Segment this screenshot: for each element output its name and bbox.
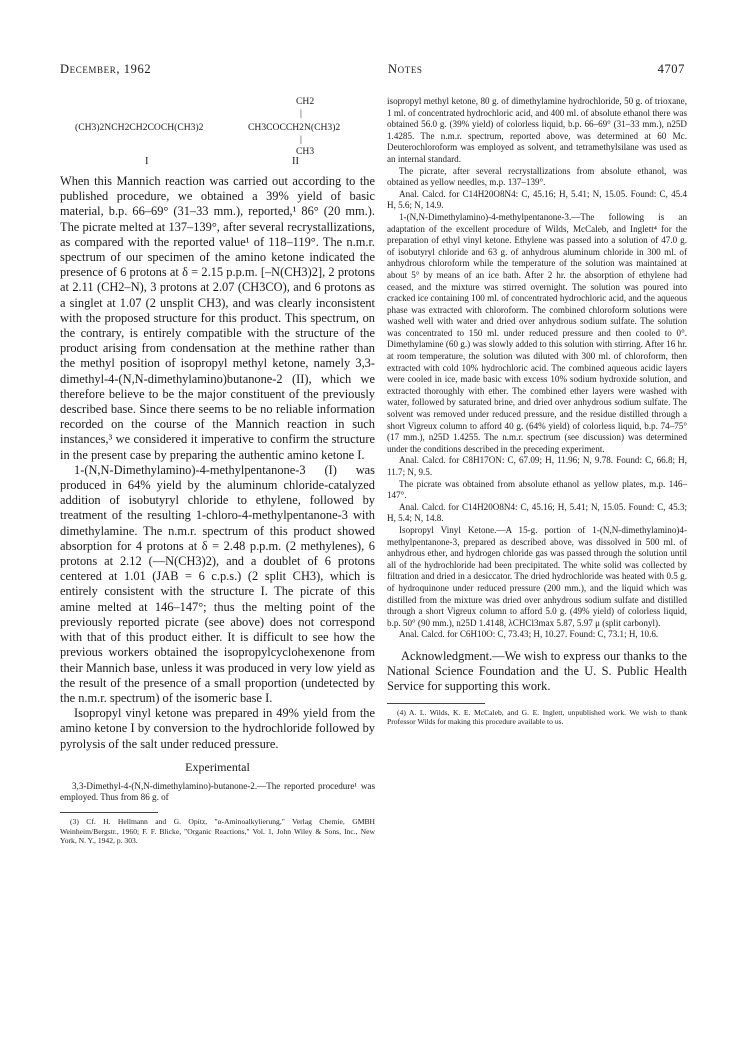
bond-down: | (300, 134, 302, 145)
formula-II-main: CH3COCCH2N(CH3)2 (248, 122, 341, 133)
bond-up: | (300, 108, 302, 119)
analysis-3: Anal. Calcd. for C14H20O8N4: C, 45.16; H, 5.41; N, 15.05. Found: C, 45.3; H, 5.4; N, 14.8. (387, 501, 687, 524)
analysis-4: Anal. Calcd. for C6H10O: C, 73.43; H, 10.27. Found: C, 73.1; H, 10.6. (399, 629, 659, 640)
footnote-4: (4) A. L. Wilds, K. E. McCaleb, and G. E. Inglett, unpublished work. We wish to thank Professor Wilds for making this procedure available to us. (387, 707, 687, 727)
footnote-3: (3) Cf. H. Hellmann and G. Opitz, "α-Aminoalkylierung," Verlag Chemie, GMBH Weinheim/Bergstr., 1960; F. F. Blicke, "Organic Reactions," Vol. 1, John Wiley & Sons, Inc., New York, N. Y., 1942, p. 303. (60, 816, 375, 846)
paragraph-picrate-2: The picrate was obtained from absolute ethanol as yellow plates, m.p. 146–147°. (387, 478, 687, 501)
paragraph-isopropyl-vinyl-ketone: Isopropyl Vinyl Ketone.—A 15-g. portion of 1-(N,N-dimethylamino)4-methylpentanone-3, prepared as described above, was dissolved in 500 ml. of anhydrous ether, and hydrogen chloride gas was passed through the solution until all of the hydrochloride had been precipitated. The white solid was collected by filtration and dried in a desiccator. The dried hydrochloride was heated with 0.5 g. of hydroquinone under reduced pressure (200 mm.), and the liquid which was distilled from the mixture was dried over anhydrous sodium sulfate and distilled through a short Vigreux column to afford 5.0 g. (49% yield) of colorless liquid, b.p. 50° (90 mm.), n25D 1.4148, λCHCl3max 5.87, 5.97 μ (split carbonyl). (387, 524, 687, 628)
paragraph-picrate-1: The picrate, after several recrystallizations from absolute ethanol, was obtained as yellow needles, m.p. 137–139°. (387, 165, 687, 188)
formula-I: (CH3)2NCH2CH2COCH(CH3)2 (75, 122, 204, 133)
section-heading-experimental: Experimental (185, 759, 250, 774)
left-column (60, 96, 375, 846)
running-header-date: December, 1962 (60, 62, 152, 76)
formula-II-top: CH2 (296, 96, 315, 107)
right-column (387, 96, 687, 727)
paragraph-experimental-1: 3,3-Dimethyl-4-(N,N-dimethylamino)-butanone-2.—The reported procedure¹ was employed. Thus from 86 g. of (60, 780, 375, 803)
footnote-rule-right (387, 703, 485, 704)
paragraph-mannich: When this Mannich reaction was carried out according to the published procedure, we obtained a 39% yield of basic material, b.p. 66–69° (31–33 mm.), reported,¹ 86° (20 mm.). The picrate melted at 137–139°, after several recrystallizations, as compared with the reported value¹ of 118–119°. The n.m.r. spectrum of our specimen of the amino ketone indicated the presence of 6 protons at δ = 2.15 p.p.m. [–N(CH3)2], 2 protons at 2.11 (CH2–N), 3 protons at 2.07 (CH3CO), and 6 protons as a singlet at 1.07 (2 unsplit CH3), and was clearly inconsistent with the proposed structure for this product. This spectrum, on the contrary, is entirely compatible with the structure of the product arising from condensation at the methine rather than the methyl position of isopropyl methyl ketone, namely 3,3-dimethyl-4-(N,N-dimethylamino)butanone-2 (II), which we therefore believe to be the major constituent of the previously described base. Since there seems to be no reliable information recorded on the course of the Mannich reaction in such instances,³ we considered it imperative to confirm the structure in the present case by preparing the authentic amino ketone I. (60, 174, 375, 462)
acknowledgment: Acknowledgment.—We wish to express our thanks to the National Science Foundation and the U. S. Public Health Service for supporting this work. (387, 648, 687, 694)
analysis-1: Anal. Calcd. for C14H20O8N4: C, 45.16; H, 5.41; N, 15.05. Found: C, 45.4 H, 5.6; N, 14.9. (387, 188, 687, 211)
running-header-section: Notes (388, 62, 423, 76)
structural-formulas (60, 96, 375, 174)
paragraph-pentanone: 1-(N,N-Dimethylamino)-4-methylpentanone-3.—The following is an adaptation of the excellent procedure of Wilds, McCaleb, and Inglett⁴ for the preparation of ethyl vinyl ketone. Ethylene was passed into a solution of 47.0 g. of isobutyryl chloride and 63 g. of anhydrous aluminum chloride in 300 ml. of anhydrous chloroform while the temperature of the solution was maintained at about 5° by means of an ice bath. After 2 hr. the absorption of ethylene had ceased, and the mixture was stirred overnight. The solution was poured into cracked ice containing 100 ml. of concentrated hydrochloric acid, and the aqueous phase was extracted with chloroform. The combined chloroform solutions were washed well with water and dried over anhydrous sodium sulfate. The solution was concentrated to 150 ml. under reduced pressure and then cooled to 0°. Dimethylamine (60 g.) was slowly added to this solution with stirring. After 16 hr. at room temperature, the solution was diluted with 300 ml. of chloroform, then extracted with cold 10% hydrochloric acid. The combined aqueous acidic layers were cooled in ice, made basic with excess 10% sodium hydroxide solution, and extracted thoroughly with ether. The combined ether layers were washed with water, followed by saturated brine, and dried over anhydrous sodium sulfate. The solvent was removed under reduced pressure, and the residue distilled through a short Vigreux column to afford 40 g. (64% yield) of colorless liquid, b.p. 74–75° (17 mm.), n25D 1.4255. The n.m.r. spectrum (see discussion) was determined under the conditions described in the preceding experiment. (387, 211, 687, 454)
footnote-rule (60, 812, 158, 813)
analysis-2: Anal. Calcd. for C8H17ON: C, 67.09; H, 11.96; N, 9.78. Found: C, 66.8; H, 11.7; N, 9.5. (387, 455, 687, 477)
paragraph-synthesis: 1-(N,N-Dimethylamino)-4-methylpentanone-3 (I) was produced in 64% yield by the aluminum chloride-catalyzed addition of isobutyryl chloride to ethylene, followed by treatment of the resulting 1-chloro-4-methylpentanone-3 with dimethylamine. The n.m.r. spectrum of this product showed absorption for 4 protons at δ = 2.48 p.p.m. (2 methylenes), 6 protons at 2.12 (—N(CH3)2), and a doublet of 6 protons centered at 1.01 (JAB = 6 c.p.s.) (2 split CH3), which is entirely consistent with the structure I. The picrate of this amine melted at 146–147°; thus the melting point of the previously reported picrate (see above) does not correspond with that of this product either. It is difficult to see how the previous workers obtained the isopropylcyclohexenone from their Mannich base, unless it was produced in very low yield as the result of the presence of a small proportion (undetected by the n.m.r. spectrum) of the isomeric base I. (60, 462, 375, 705)
formula-II-bottom: CH3 (296, 146, 315, 157)
page-number: 4707 (657, 62, 685, 76)
paragraph-procedure-cont: isopropyl methyl ketone, 80 g. of dimethylamine hydrochloride, 50 g. of trioxane, 1 ml. of concentrated hydrochloric acid, and 400 ml. of absolute ethanol there was obtained 56.0 g. (39% yield) of colorless liquid, b.p. 66–69° (31–33 mm.), n25D 1.4285. The n.m.r. spectrum, reported above, was determined at 60 Mc. Deuterochloroform was employed as solvent, and tetramethylsilane was used as an internal standard. (387, 96, 687, 164)
label-II: II (292, 156, 299, 167)
label-I: I (145, 156, 149, 167)
paragraph-vinyl-ketone: Isopropyl vinyl ketone was prepared in 49% yield from the amino ketone I by conversion to the hydrochloride followed by pyrolysis of the salt under reduced pressure. (60, 706, 375, 751)
